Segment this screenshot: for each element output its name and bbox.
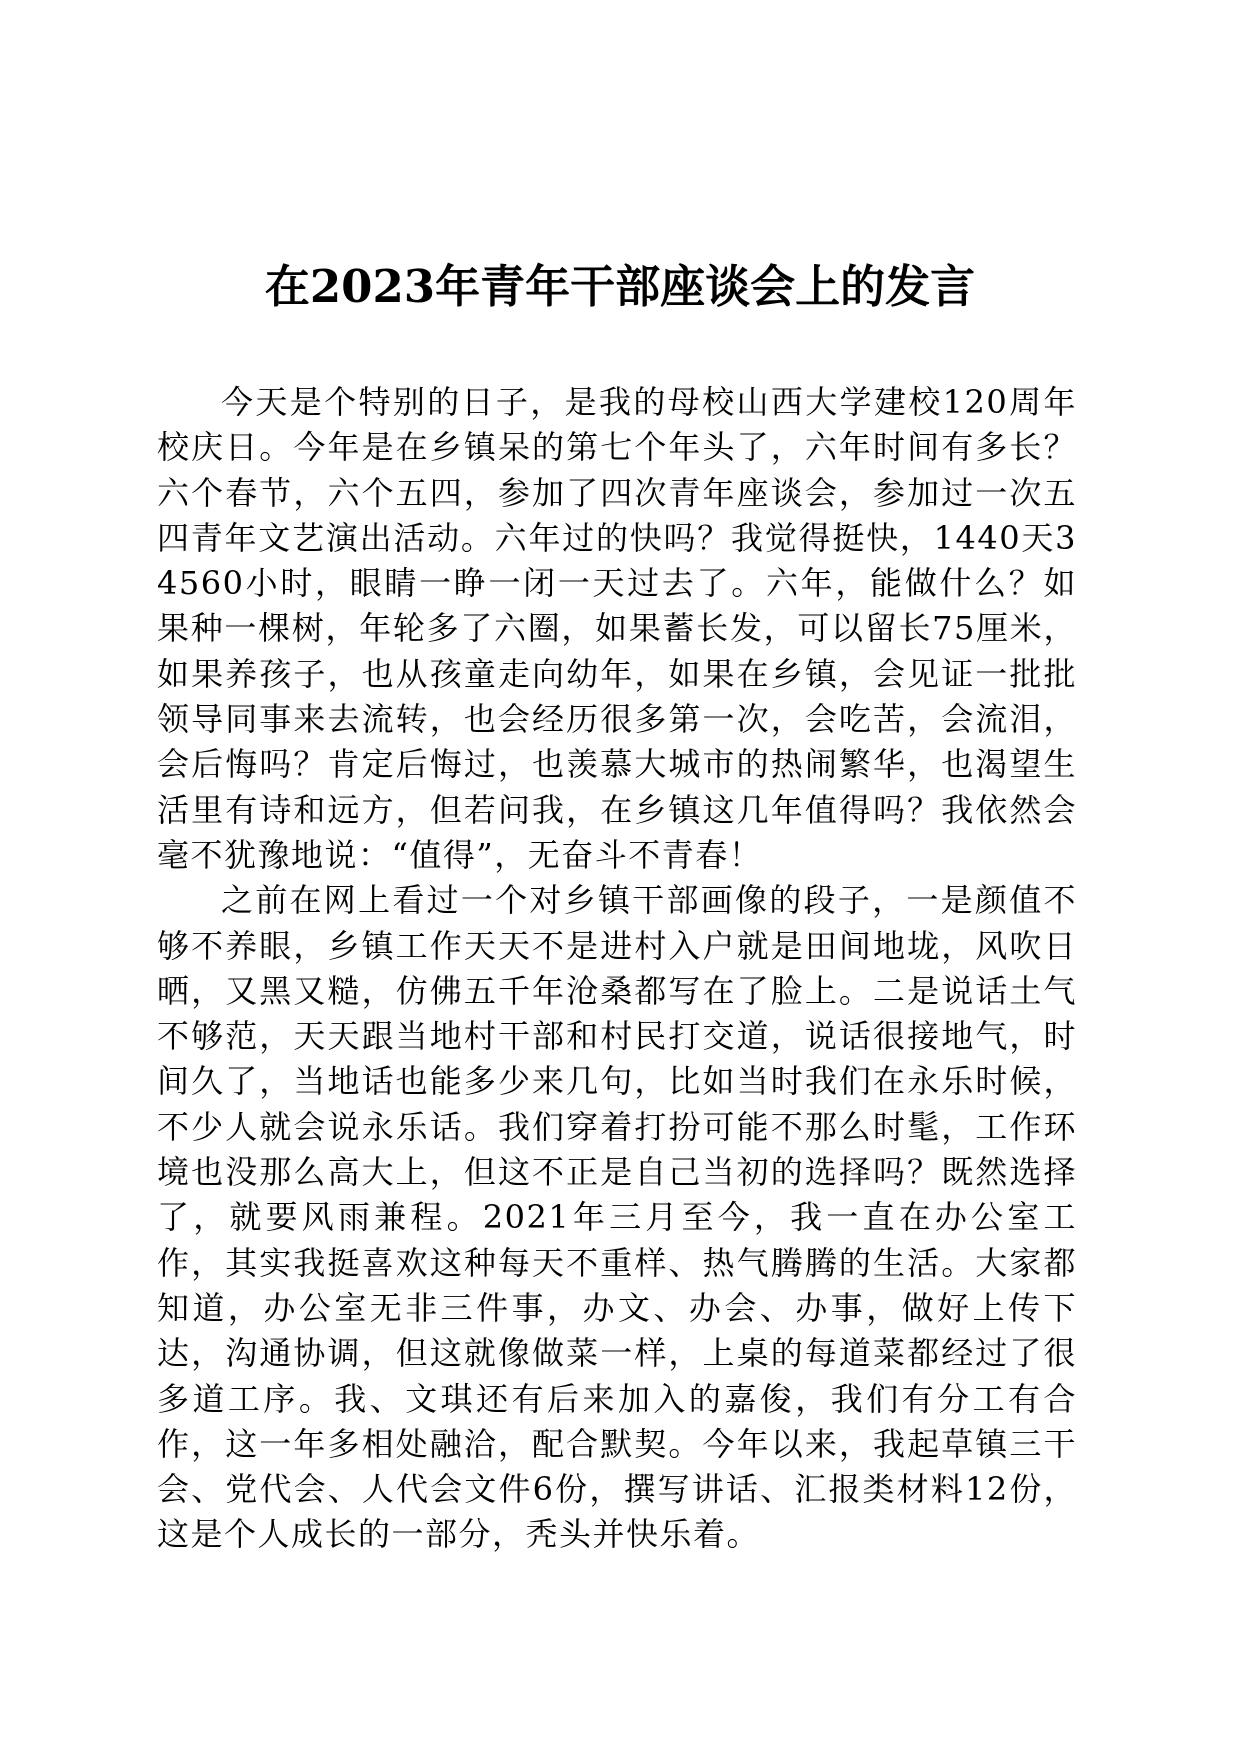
- paragraph-1: 今天是个特别的日子，是我的母校山西大学建校120周年校庆日。今年是在乡镇呆的第七个年头了，六年时间有多长？六个春节，六个五四，参加了四次青年座谈会，参加过一次五四青年文艺演出活动。六年过的快吗？我觉得挺快，1440天34560小时，眼睛一睁一闭一天过去了。六年，能做什么？如果种一棵树，年轮多了六圈，如果蓄长发，可以留长75厘米，如果养孩子，也从孩童走向幼年，如果在乡镇，会见证一批批领导同事来去流转，也会经历很多第一次，会吃苦，会流泪，会后悔吗？肯定后悔过，也羡慕大城市的热闹繁华，也渴望生活里有诗和远方，但若问我，在乡镇这几年值得吗？我依然会毫不犹豫地说：“值得”，无奋斗不青春！: [157, 383, 1077, 874]
- paragraph-2: 之前在网上看过一个对乡镇干部画像的段子，一是颜值不够不养眼，乡镇工作天天不是进村入户就是田间地垅，风吹日晒，又黑又糙，仿佛五千年沧桑都写在了脸上。二是说话土气不够范，天天跟当地村干部和村民打交道，说话很接地气，时间久了，当地话也能多少来几句，比如当时我们在永乐时候，不少人就会说永乐话。我们穿着打扮可能不那么时髦，工作环境也没那么高大上，但这不正是自己当初的选择吗？既然选择了，就要风雨兼程。2021年三月至今，我一直在办公室工作，其实我挺喜欢这种每天不重样、热气腾腾的生活。大家都知道，办公室无非三件事，办文、办会、办事，做好上传下达，沟通协调，但这就像做菜一样，上桌的每道菜都经过了很多道工序。我、文琪还有后来加入的嘉俊，我们有分工有合作，这一年多相处融洽，配合默契。今年以来，我起草镇三干会、党代会、人代会文件6份，撰写讲话、汇报类材料12份，这是个人成长的一部分，秃头并快乐着。: [157, 881, 1077, 1554]
- document-body: [157, 380, 1077, 1558]
- document-title: 在2023年青年干部座谈会上的发言: [264, 260, 976, 313]
